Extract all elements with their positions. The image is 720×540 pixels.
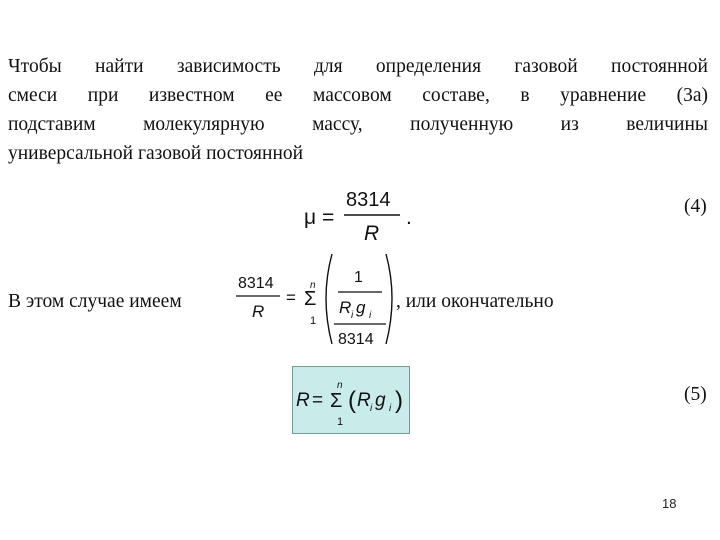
- eq5-open-paren: (: [348, 387, 356, 414]
- mid-lhs-numerator: 8314: [238, 275, 274, 292]
- eq5-equals: =: [312, 390, 324, 411]
- equals-sign: =: [322, 206, 335, 229]
- paragraph-line-4: универсальной газовой постоянной: [8, 143, 304, 164]
- mu-symbol: μ: [304, 206, 317, 229]
- eq5-lhs: R: [296, 390, 310, 411]
- paragraph-line-2: смеси при известном ее массовом составе, в уравнение (3а): [8, 85, 708, 106]
- eq5-g-sub: i: [389, 403, 392, 414]
- eq5-g: g: [375, 390, 386, 411]
- mid-open-paren: [326, 254, 332, 344]
- mid-inner-numerator: 1: [354, 269, 363, 286]
- mid-inner-R-sub: i: [351, 310, 354, 321]
- page-number: 18: [662, 496, 677, 511]
- mid-outer-denominator: 8314: [338, 331, 374, 348]
- mid-inner-R: R: [339, 298, 352, 317]
- equation-4: [300, 184, 420, 248]
- trail-text: , или окончательно: [396, 291, 554, 312]
- equation-5: [292, 366, 410, 434]
- lead-text: В этом случае имеем: [8, 291, 182, 312]
- eq5-close-paren: ): [395, 387, 403, 414]
- mid-inner-g-sub: i: [369, 310, 372, 321]
- mid-close-paren: [386, 254, 392, 344]
- equation-middle: [234, 246, 410, 350]
- eq4-dot: .: [406, 206, 412, 229]
- equation-4-number: (4): [684, 196, 707, 217]
- eq5-sigma: Σ: [330, 390, 343, 412]
- eq5-R-sub: i: [370, 403, 373, 414]
- mid-sum-lower: 1: [310, 315, 317, 327]
- mid-lhs-denominator: R: [252, 302, 265, 321]
- eq4-numerator: 8314: [346, 189, 391, 211]
- paragraph-line-1: Чтобы найти зависимость для определения газовой постоянной: [8, 56, 708, 77]
- eq5-sum-lower: 1: [337, 416, 344, 428]
- mid-sigma: Σ: [304, 288, 317, 310]
- mid-inner-g: g: [356, 298, 366, 317]
- eq5-R: R: [357, 390, 371, 411]
- eq4-denominator: R: [364, 222, 380, 245]
- mid-equals: =: [286, 288, 296, 307]
- intro-paragraph: [8, 52, 708, 168]
- mid-sum-upper: n: [310, 280, 316, 291]
- eq5-sum-upper: n: [337, 380, 343, 391]
- paragraph-line-3: подставим молекулярную массу, полученную из величины: [8, 114, 708, 135]
- equation-5-number: (5): [684, 384, 707, 405]
